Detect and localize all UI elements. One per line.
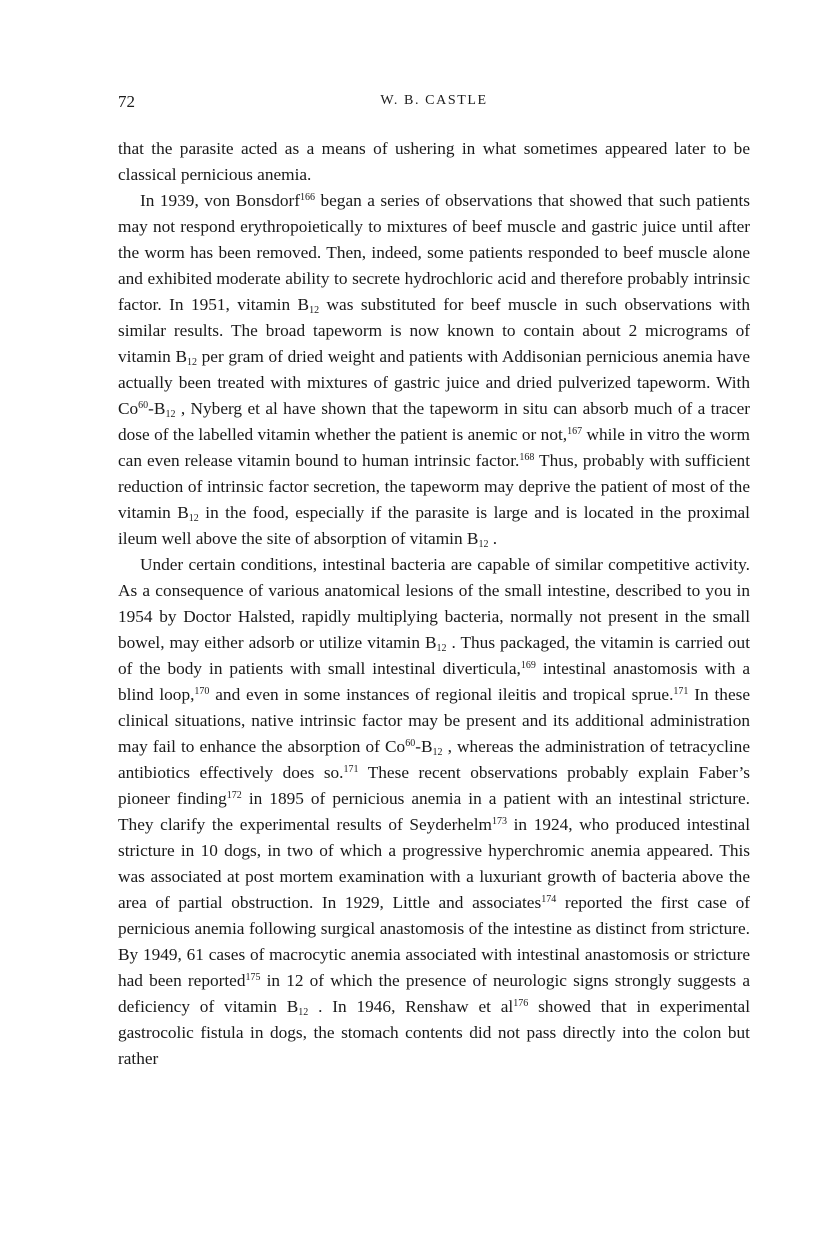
text-run: in 1924, who produced intestinal stricture in 10 dogs, in two of which a progressive hyperchromic anemia appeared. This was associated at post mortem examination with a luxuriant growth of bacteria above the area of partial obstruction. In 1929, Little and associates: [118, 815, 750, 912]
reference-number: 175: [245, 972, 261, 983]
reference-number: 60: [138, 400, 149, 411]
text-run: In these clinical situations, native intrinsic factor may be present and its additional administration may fail to enhance the absorption of Co: [118, 685, 751, 756]
text-run: -B: [415, 737, 433, 756]
text-run: while in vitro the worm can even release vitamin bound to human intrinsic factor.: [118, 425, 750, 470]
reference-number: 170: [194, 686, 210, 697]
subscript: 12: [186, 357, 197, 368]
subscript: 12: [436, 643, 447, 654]
text-run: began a series of observations that showed that such patients may not respond erythropoietically to mixtures of beef muscle and gastric juice until after the worm has been removed. Then, indeed, some patients responded to beef muscle alone and exhibited moderate ability to secrete hydrochloric acid and therefore probably intrinsic factor. In 1951, vitamin B: [118, 191, 750, 314]
subscript: 12: [298, 1007, 309, 1018]
subscript: 12: [478, 539, 489, 550]
text-run: These recent observations probably explain Faber’s pioneer finding: [118, 763, 750, 808]
body-paragraph: [118, 188, 750, 552]
text-run: was substituted for beef muscle in such observations with similar results. The broad tapeworm is now known to contain about 2 micrograms of vitamin B: [118, 295, 750, 366]
reference-number: 60: [405, 738, 416, 749]
text-run: reported the first case of pernicious anemia following surgical anastomosis of the intestine as distinct from stricture. By 1949, 61 cases of macrocytic anemia associated with intestinal anastomosis or stricture had been reported: [118, 893, 750, 990]
text-run: showed that in experimental gastrocolic fistula in dogs, the stomach contents did not pass directly into the colon but rather: [118, 997, 750, 1068]
author-running-head: W. B. CASTLE: [380, 93, 488, 108]
text-run: Under certain conditions, intestinal bacteria are capable of similar competitive activity. As a consequence of various anatomical lesions of the small intestine, described to you in 1954 by Doctor Halsted, rapidly multiplying bacteria, normally not present in the small bowel, may either adsorb or utilize vitamin B: [118, 555, 750, 652]
body-paragraph: [118, 136, 750, 188]
reference-number: 166: [300, 192, 315, 203]
text-run: Thus, probably with sufficient reduction of intrinsic factor secretion, the tapeworm may deprive the patient of most of the vitamin B: [118, 451, 750, 522]
reference-number: 173: [491, 816, 507, 827]
page: [118, 92, 750, 1072]
text-run: In 1939, von Bonsdorf: [140, 191, 300, 210]
running-head: [118, 92, 750, 116]
reference-number: 174: [541, 894, 557, 905]
text-run: intestinal anastomosis with a blind loop,: [118, 659, 750, 704]
text-run: -B: [148, 399, 166, 418]
reference-number: 171: [343, 764, 359, 775]
subscript: 12: [432, 747, 443, 758]
reference-number: 176: [513, 998, 529, 1009]
page-number: 72: [118, 92, 135, 111]
text-run: per gram of dried weight and patients with Addisonian pernicious anemia have actually been treated with mixtures of gastric juice and dried pulverized tapeworm. With Co: [118, 347, 750, 418]
text-run: , Nyberg et al have shown that the tapeworm in situ can absorb much of a tracer dose of the labelled vitamin whether the patient is anemic or not,: [118, 399, 750, 444]
text-run: . Thus packaged, the vitamin is carried out of the body in patients with small intestinal diverticula,: [118, 633, 750, 678]
text-run: and even in some instances of regional ileitis and tropical sprue.: [209, 685, 674, 704]
subscript: 12: [165, 409, 176, 420]
reference-number: 167: [567, 426, 583, 437]
text-run: in 1895 of pernicious anemia in a patient with an intestinal stricture. They clarify the experimental results of Seyderhelm: [118, 789, 750, 834]
text-run: in 12 of which the presence of neurologic signs strongly suggests a deficiency of vitamin B: [118, 971, 750, 1016]
reference-number: 168: [519, 452, 535, 463]
reference-number: 169: [520, 660, 536, 671]
reference-number: 171: [673, 686, 689, 697]
reference-number: 172: [226, 790, 242, 801]
text-run: , whereas the administration of tetracycline antibiotics effectively does so.: [118, 737, 750, 782]
text-run: . In 1946, Renshaw et al: [308, 997, 514, 1016]
text-run: in the food, especially if the parasite is large and is located in the proximal ileum well above the site of absorption of vitamin B: [118, 503, 750, 548]
body-paragraph: [118, 552, 750, 1072]
text-run: .: [488, 529, 498, 548]
body-text: [118, 136, 750, 1072]
subscript: 12: [309, 305, 320, 316]
subscript: 12: [188, 513, 199, 524]
text-run: that the parasite acted as a means of ushering in what sometimes appeared later to be classical pernicious anemia.: [118, 139, 750, 184]
